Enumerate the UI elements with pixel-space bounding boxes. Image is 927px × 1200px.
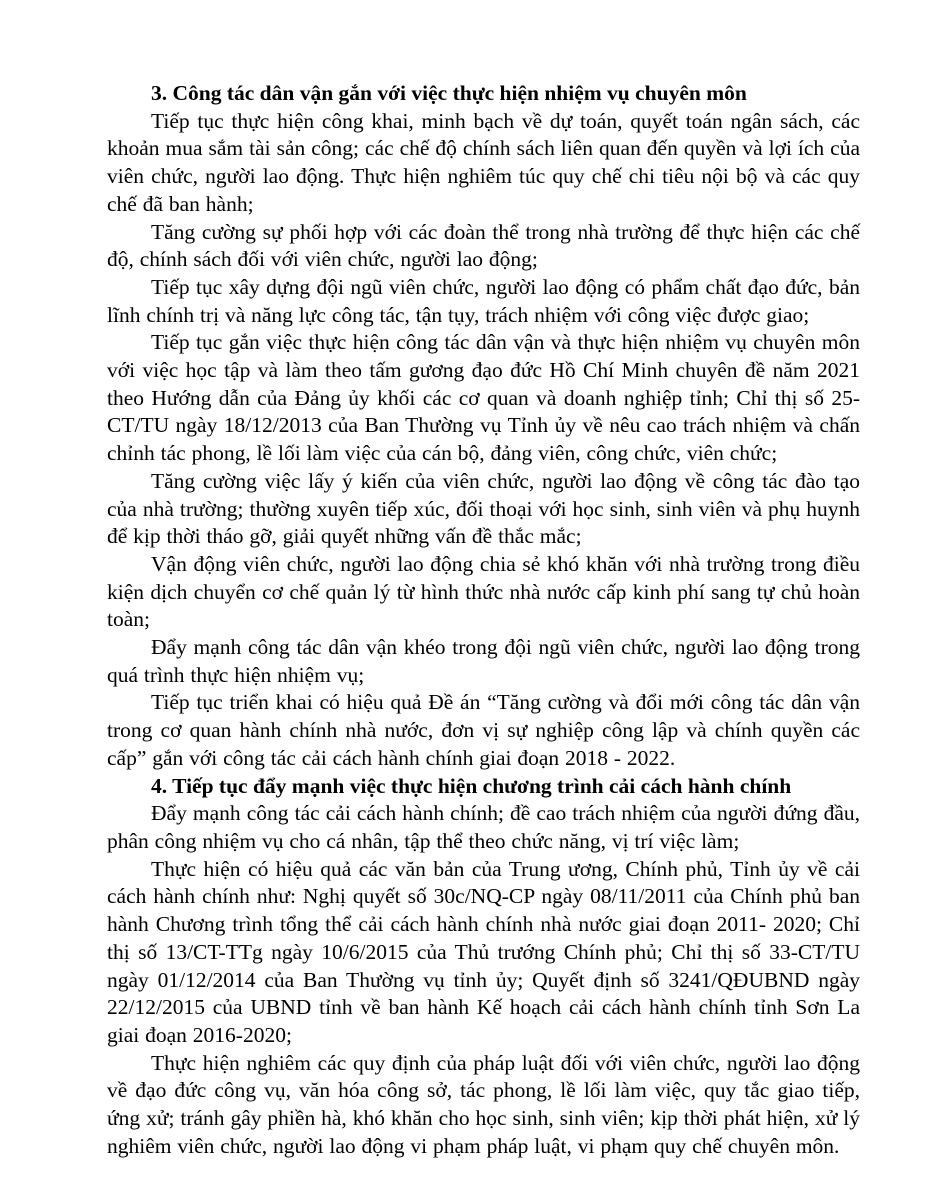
section-4-heading: 4. Tiếp tục đẩy mạnh việc thực hiện chương trình cải cách hành chính (151, 773, 792, 798)
paragraph-union-coordination: Tăng cường sự phối hợp với các đoàn thể trong nhà trường để thực hiện các chế độ, chính sách đối với viên chức, người lao động; (107, 219, 860, 272)
paragraph-budget-transparency: Tiếp tục thực hiện công khai, minh bạch về dự toán, quyết toán ngân sách, các khoản mua sắm tài sản công; các chế độ chính sách liên quan đến quyền và lợi ích của viên chức, người lao động. Thực hiện nghiêm túc quy chế chi tiêu nội bộ và các quy chế đã ban hành; (107, 108, 860, 216)
paragraph-feedback-collection: Tăng cường việc lấy ý kiến của viên chức, người lao động về công tác đào tạo của nhà trường; thường xuyên tiếp xúc, đối thoại với học sinh, sinh viên và phụ huynh để kịp thời tháo gỡ, giải quyết những vấn đề thắc mắc; (107, 468, 860, 549)
paragraph-admin-reform-push: Đẩy mạnh công tác cải cách hành chính; đề cao trách nhiệm của người đứng đầu, phân công nhiệm vụ cho cá nhân, tập thể theo chức năng, vị trí việc làm; (107, 801, 860, 853)
paragraph-shared-difficulties: Vận động viên chức, người lao động chia sẻ khó khăn với nhà trường trong điều kiện dịch chuyển cơ chế quản lý từ hình thức nhà nước cấp kinh phí sang tự chủ hoàn toàn; (107, 551, 860, 632)
paragraph-hcm-study: Tiếp tục gắn việc thực hiện công tác dân vận và thực hiện nhiệm vụ chuyên môn với việc học tập và làm theo tấm gương đạo đức Hồ Chí Minh chuyên đề năm 2021 theo Hướng dẫn của Đảng ủy khối các cơ quan và doanh nghiệp tỉnh; Chỉ thị số 25-CT/TU ngày 18/12/2013 của Ban Thường vụ Tỉnh ủy về nêu cao trách nhiệm và chấn chỉnh tác phong, lề lối làm việc của cán bộ, đảng viên, công chức, viên chức; (107, 330, 860, 466)
paragraph-skilled-mobilization: Đẩy mạnh công tác dân vận khéo trong đội ngũ viên chức, người lao động trong quá trình thực hiện nhiệm vụ; (107, 635, 860, 687)
section-3-heading: 3. Công tác dân vận gắn với việc thực hiện nhiệm vụ chuyên môn (151, 81, 747, 105)
document-text-block (107, 80, 860, 1160)
paragraph-law-compliance: Thực hiện nghiêm các quy định của pháp luật đối với viên chức, người lao động về đạo đức công vụ, văn hóa công sở, tác phong, lề lối làm việc, quy tắc giao tiếp, ứng xử; tránh gây phiền hà, khó khăn cho học sinh, sinh viên; kịp thời phát hiện, xử lý nghiêm viên chức, người lao động vi phạm pháp luật, vi phạm quy chế chuyên môn. (107, 1050, 860, 1158)
paragraph-de-an-project: Tiếp tục triển khai có hiệu quả Đề án “Tăng cường và đổi mới công tác dân vận trong cơ quan hành chính nhà nước, đơn vị sự nghiệp công lập và chính quyền các cấp” gắn với công tác cải cách hành chính giai đoạn 2018 - 2022. (107, 690, 860, 770)
paragraph-legal-documents: Thực hiện có hiệu quả các văn bản của Trung ương, Chính phủ, Tỉnh ủy về cải cách hành chính như: Nghị quyết số 30c/NQ-CP ngày 08/11/2011 của Chính phủ ban hành Chương trình tổng thể cải cách hành chính nhà nước giai đoạn 2011- 2020; Chỉ thị số 13/CT-TTg ngày 10/6/2015 của Thủ trướng Chính phủ; Chỉ thị số 33-CT/TU ngày 01/12/2014 của Ban Thường vụ tỉnh ủy; Quyết định số 3241/QĐUBND ngày 22/12/2015 của UBND tỉnh về ban hành Kế hoạch cải cách hành chính tỉnh Sơn La giai đoạn 2016-2020; (107, 856, 860, 1047)
paragraph-staff-quality: Tiếp tục xây dựng đội ngũ viên chức, người lao động có phẩm chất đạo đức, bản lĩnh chính trị và năng lực công tác, tận tụy, trách nhiệm với công việc được giao; (107, 274, 860, 327)
